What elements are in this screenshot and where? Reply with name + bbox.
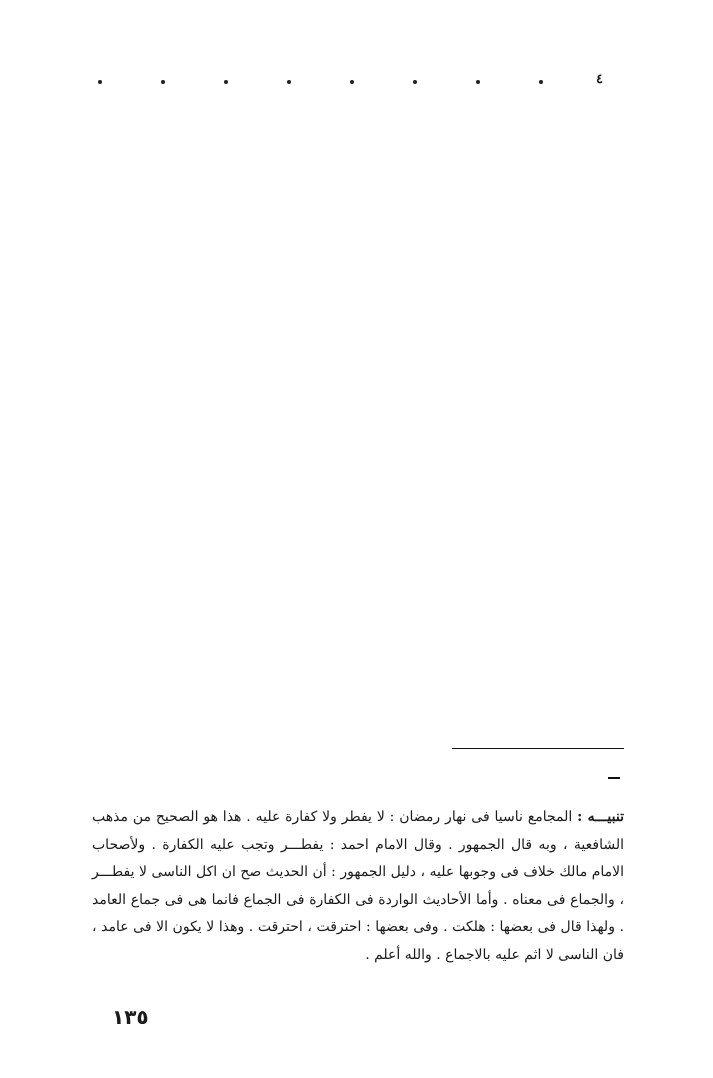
footnote-lead: تنبيـــه :	[577, 809, 624, 825]
ornamental-dot-row	[90, 72, 620, 96]
ornament-dot	[413, 80, 417, 84]
footnote-paragraph	[92, 804, 624, 969]
ornament-dot	[350, 80, 354, 84]
ornament-dot	[539, 80, 543, 84]
ornament-dot	[287, 80, 291, 84]
ornament-dot	[98, 80, 102, 84]
footnote-separator-rule	[452, 748, 624, 749]
footnote-text: المجامع ناسيا فى نهار رمضان : لا يفطر ولا كفارة عليه . هذا هو الصحيح من مذهب الشافعية ، وبه قال الجمهور . وقال الامام احمد : يفطـــر وتجب عليه الكفارة . ولأصحاب الامام مالك خلاف فى وجوبها عليه ، دليل الجمهور : أن الحديث صح ان اكل الناسى لا يفطـــر ، والجماع فى معناه . وأما الأحاديث الواردة فى الكفارة فى الجماع فانما هى فى جماع العامد . ولهذا قال فى بعضها : هلكت . وفى بعضها : احترقت ، احترقت . وهذا لا يكون الا فى عامد ، فان الناسى لا اثم عليه بالاجماع . والله أعلم .	[92, 809, 624, 963]
footnote-marker-dash	[608, 777, 620, 779]
ornament-dot	[224, 80, 228, 84]
page-number: ١٣٥	[112, 1005, 149, 1029]
header-mark: ٤	[596, 72, 603, 87]
ornament-dot	[476, 80, 480, 84]
ornament-dot	[161, 80, 165, 84]
